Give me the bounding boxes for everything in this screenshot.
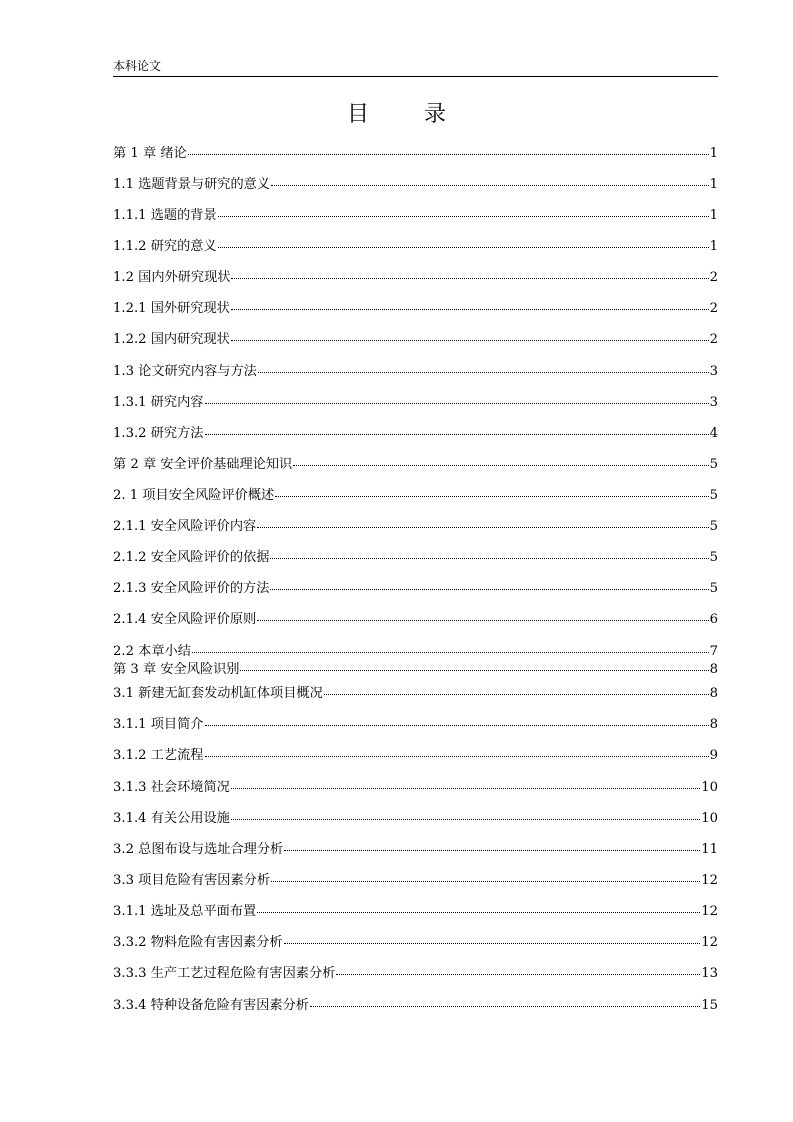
toc-entry[interactable] <box>113 142 718 162</box>
toc-entry-page-number: 15 <box>701 998 718 1013</box>
toc-entry[interactable] <box>113 266 718 286</box>
toc-entry[interactable] <box>113 900 718 920</box>
toc-entry[interactable] <box>113 962 718 982</box>
toc-dot-leader <box>284 929 701 944</box>
toc-entry-label: 3.3.4 特种设备危险有害因素分析 <box>113 998 309 1013</box>
toc-dot-leader <box>205 711 709 726</box>
toc-entry-page-number: 5 <box>709 550 718 565</box>
toc-dot-leader <box>257 606 708 621</box>
toc-entry-label: 3.2 总图布设与选址合理分析 <box>113 842 284 857</box>
header-text: 本科论文 <box>113 59 162 73</box>
toc-dot-leader <box>284 836 700 851</box>
toc-entry-page-number: 12 <box>701 873 718 888</box>
toc-entry-label: 2.1.1 安全风险评价内容 <box>113 519 257 534</box>
toc-entry[interactable] <box>113 173 718 193</box>
toc-entry-label: 3.1 新建无缸套发动机缸体项目概况 <box>113 686 323 701</box>
toc-entry-label: 2.2 本章小结 <box>113 644 191 659</box>
toc-entry-label: 3.1.4 有关公用设施 <box>113 811 230 826</box>
toc-entry-label: 3.3.2 物料危险有害因素分析 <box>113 935 283 950</box>
toc-dot-leader <box>257 513 708 528</box>
toc-entry-label: 3.1.1 项目简介 <box>113 717 204 732</box>
toc-dot-leader <box>231 774 700 789</box>
toc-dot-leader <box>257 898 700 913</box>
toc-entry[interactable] <box>113 682 718 702</box>
toc-entry-label: 第 2 章 安全评价基础理论知识 <box>113 457 293 472</box>
toc-dot-leader <box>336 960 700 975</box>
toc-dot-leader <box>310 992 700 1007</box>
toc-dot-leader <box>218 233 709 248</box>
toc-entry[interactable] <box>113 608 718 628</box>
toc-entry[interactable] <box>113 360 718 380</box>
toc-entry[interactable] <box>113 994 718 1014</box>
toc-entry-label: 1.2.1 国外研究现状 <box>113 301 230 316</box>
toc-entry-label: 2.1.4 安全风险评价原则 <box>113 612 257 627</box>
toc-entry-page-number: 3 <box>709 364 718 379</box>
toc-dot-leader <box>240 656 708 671</box>
toc-entry-page-number: 3 <box>709 395 718 410</box>
toc-entry-label: 第 3 章 安全风险识别 <box>113 662 240 677</box>
toc-entry[interactable] <box>113 546 718 566</box>
toc-entry-page-number: 10 <box>701 780 718 795</box>
page-title: 目 录 <box>347 102 470 127</box>
toc-entry-label: 2.1.3 安全风险评价的方法 <box>113 581 270 596</box>
toc-entry-page-number: 1 <box>709 208 718 223</box>
toc-dot-leader <box>192 638 709 653</box>
toc-entry-page-number: 2 <box>709 301 718 316</box>
toc-entry-page-number: 9 <box>709 748 718 763</box>
toc-dot-leader <box>270 544 708 559</box>
toc-entry-page-number: 10 <box>701 811 718 826</box>
toc-dot-leader <box>205 420 709 435</box>
toc-dot-leader <box>231 264 708 279</box>
toc-entry-page-number: 11 <box>701 842 718 857</box>
toc-entry-label: 1.2.2 国内研究现状 <box>113 332 230 347</box>
toc-entry-label: 1.1.1 选题的背景 <box>113 208 217 223</box>
toc-entry[interactable] <box>113 515 718 535</box>
toc-dot-leader <box>270 575 708 590</box>
toc-entry-label: 1.2 国内外研究现状 <box>113 270 231 285</box>
toc-entry-page-number: 12 <box>701 935 718 950</box>
toc-entry-label: 1.1 选题背景与研究的意义 <box>113 177 271 192</box>
toc-entry-page-number: 1 <box>709 239 718 254</box>
toc-dot-leader <box>205 742 709 757</box>
toc-entry-label: 1.1.2 研究的意义 <box>113 239 217 254</box>
toc-entry-page-number: 5 <box>709 581 718 596</box>
toc-entry[interactable] <box>113 577 718 597</box>
toc-dot-leader <box>218 202 709 217</box>
toc-entry-label: 3.3 项目危险有害因素分析 <box>113 873 271 888</box>
toc-entry[interactable] <box>113 204 718 224</box>
toc-entry-page-number: 5 <box>709 519 718 534</box>
toc-entry-page-number: 2 <box>709 332 718 347</box>
toc-dot-leader <box>231 805 700 820</box>
toc-dot-leader <box>271 867 700 882</box>
toc-entry[interactable] <box>113 328 718 348</box>
toc-entry-page-number: 8 <box>709 717 718 732</box>
toc-dot-leader <box>293 451 708 466</box>
toc-entry-page-number: 12 <box>701 904 718 919</box>
toc-entry-page-number: 1 <box>709 177 718 192</box>
toc-dot-leader <box>324 680 709 695</box>
toc-entry-page-number: 7 <box>709 644 718 659</box>
toc-entry-page-number: 5 <box>709 488 718 503</box>
toc-entry[interactable] <box>113 484 718 504</box>
page-header <box>113 58 718 77</box>
toc-entry[interactable] <box>113 776 718 796</box>
toc-entry[interactable] <box>113 422 718 442</box>
toc-entry-page-number: 1 <box>709 146 718 161</box>
toc-entry-label: 3.1.1 选址及总平面布置 <box>113 904 257 919</box>
toc-entry-label: 2. 1 项目安全风险评价概述 <box>113 488 275 503</box>
toc-entry-page-number: 2 <box>709 270 718 285</box>
toc-dot-leader <box>275 482 708 497</box>
toc-entry-label: 1.3.1 研究内容 <box>113 395 204 410</box>
toc-entry[interactable] <box>113 453 718 473</box>
toc-entry-page-number: 5 <box>709 457 718 472</box>
toc-entry-label: 3.3.3 生产工艺过程危险有害因素分析 <box>113 966 336 981</box>
toc-entry-page-number: 13 <box>701 966 718 981</box>
toc-entry-label: 1.3 论文研究内容与方法 <box>113 364 257 379</box>
toc-dot-leader <box>258 358 709 373</box>
toc-dot-leader <box>188 140 709 155</box>
toc-entry-page-number: 8 <box>709 662 718 677</box>
toc-entry-label: 3.1.3 社会环境简况 <box>113 780 230 795</box>
toc-entry-page-number: 4 <box>709 426 718 441</box>
toc-entry-page-number: 8 <box>709 686 718 701</box>
toc-dot-leader <box>205 389 709 404</box>
toc-entry[interactable] <box>113 807 718 827</box>
toc-entry[interactable] <box>113 838 718 858</box>
toc-entry[interactable] <box>113 713 718 733</box>
toc-entry[interactable] <box>113 931 718 951</box>
toc-dot-leader <box>231 326 709 341</box>
toc-dot-leader <box>231 295 709 310</box>
toc-entry[interactable] <box>113 235 718 255</box>
toc-entry-label: 1.3.2 研究方法 <box>113 426 204 441</box>
toc-entry[interactable] <box>113 391 718 411</box>
toc-entry[interactable] <box>113 744 718 764</box>
toc-entry-label: 3.1.2 工艺流程 <box>113 748 204 763</box>
toc-entry[interactable] <box>113 297 718 317</box>
toc-entry[interactable] <box>113 658 718 678</box>
toc-dot-leader <box>271 171 709 186</box>
toc-entry-label: 2.1.2 安全风险评价的依据 <box>113 550 270 565</box>
toc-entry[interactable] <box>113 869 718 889</box>
toc-entry-page-number: 6 <box>709 612 718 627</box>
toc-entry-label: 第 1 章 绪论 <box>113 146 187 161</box>
